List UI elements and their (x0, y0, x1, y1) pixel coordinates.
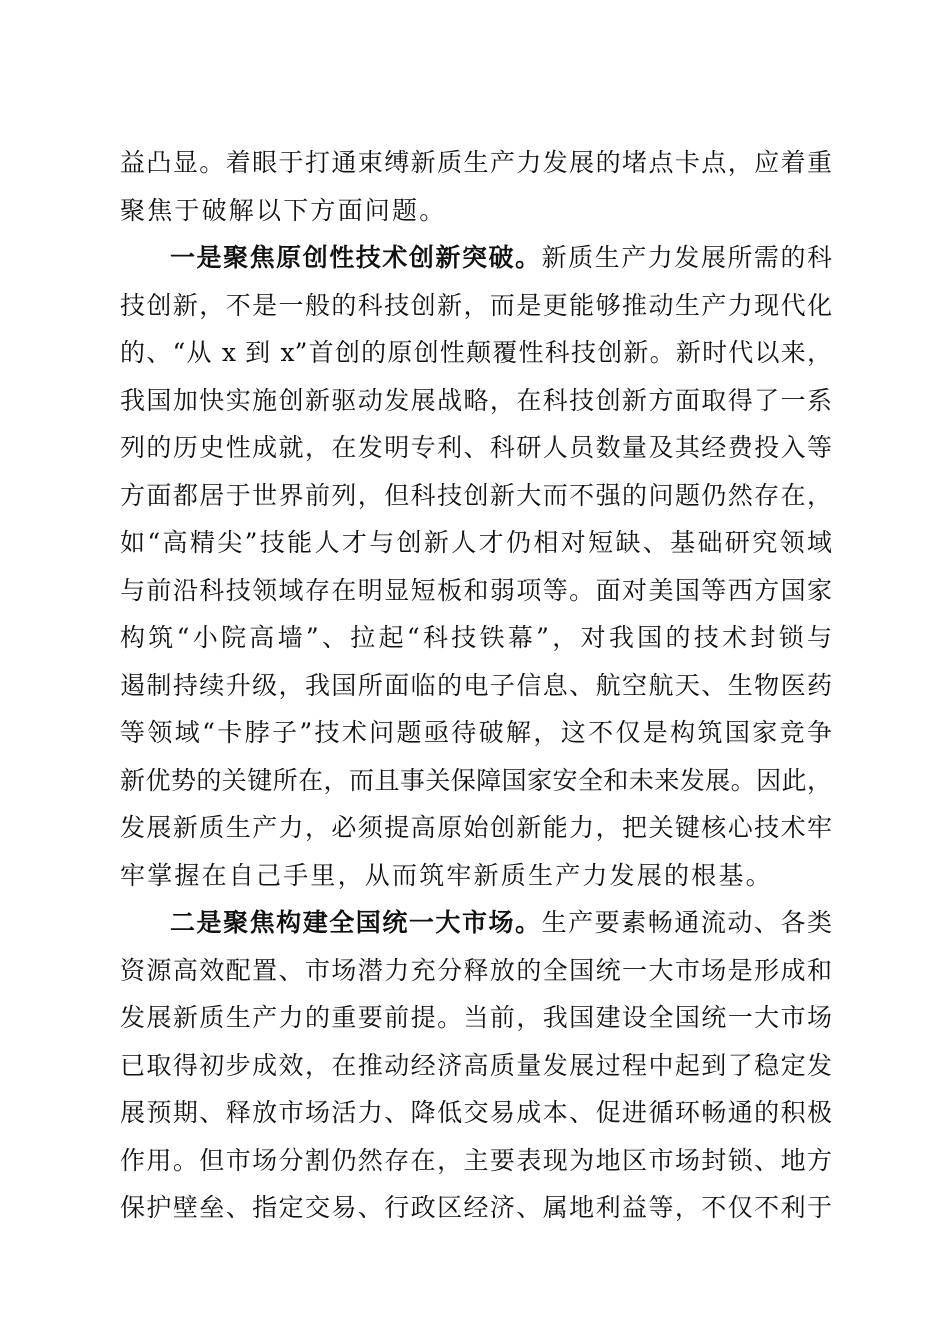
section-2-heading: 二是聚焦构建全国统一大市场。 (170, 908, 542, 937)
section-1-line: 发展新质生产力，必须提高原始创新能力，把关键核心技术牢 (120, 813, 832, 842)
intro-line: 益凸显。着眼于打通束缚新质生产力发展的堵点卡点，应着重 (120, 148, 832, 177)
section-2-line: 作用。但市场分割仍然存在，主要表现为地区市场封锁、地方 (120, 1145, 832, 1175)
intro-line: 聚焦于破解以下方面问题。 (120, 195, 447, 225)
document-body (120, 139, 832, 1232)
section-1-first-line-text: 新质生产力发展所需的科 (541, 243, 832, 272)
section-2-first-line (120, 899, 832, 947)
section-1-line: 方面都居于世界前列，但科技创新大而不强的问题仍然存在， (120, 480, 832, 510)
section-1-line: 的、“从 x 到 x”首创的原创性颠覆性科技创新。新时代以来， (120, 338, 832, 367)
section-2-line: 资源高效配置、市场潜力充分释放的全国统一大市场是形成和 (120, 955, 832, 985)
section-1-line: 如“高精尖”技能人才与创新人才仍相对短缺、基础研究领域 (120, 528, 832, 557)
section-2-first-line-text: 生产要素畅通流动、各类 (541, 908, 832, 937)
section-2-line: 保护壁垒、指定交易、行政区经济、属地利益等，不仅不利于 (120, 1193, 832, 1222)
section-1-line: 构筑“小院高墙”、拉起“科技铁幕”，对我国的技术封锁与 (120, 623, 832, 652)
section-2-line: 已取得初步成效，在推动经济高质量发展过程中起到了稳定发 (120, 1050, 832, 1080)
section-1-line: 列的历史性成就，在发明专利、科研人员数量及其经费投入等 (120, 433, 832, 462)
section-1-line: 我国加快实施创新驱动发展战略，在科技创新方面取得了一系 (120, 385, 832, 415)
section-1-line: 牢掌握在自己手里，从而筑牢新质生产力发展的根基。 (120, 860, 773, 890)
section-1-line: 与前沿科技领域存在明显短板和弱项等。面对美国等西方国家 (120, 575, 832, 605)
section-1-line: 遏制持续升级，我国所面临的电子信息、航空航天、生物医药 (120, 670, 832, 700)
section-1-line: 技创新，不是一般的科技创新，而是更能够推动生产力现代化 (120, 290, 832, 320)
section-1-heading: 一是聚焦原创性技术创新突破。 (170, 243, 542, 272)
section-2-line: 发展新质生产力的重要前提。当前，我国建设全国统一大市场 (120, 1003, 832, 1032)
section-1-line: 等领域“卡脖子”技术问题亟待破解，这不仅是构筑国家竞争 (120, 718, 832, 747)
section-1-first-line (120, 234, 832, 282)
section-1-line: 新优势的关键所在，而且事关保障国家安全和未来发展。因此， (120, 765, 832, 795)
section-2-line: 展预期、释放市场活力、降低交易成本、促进循环畅通的积极 (120, 1098, 832, 1127)
